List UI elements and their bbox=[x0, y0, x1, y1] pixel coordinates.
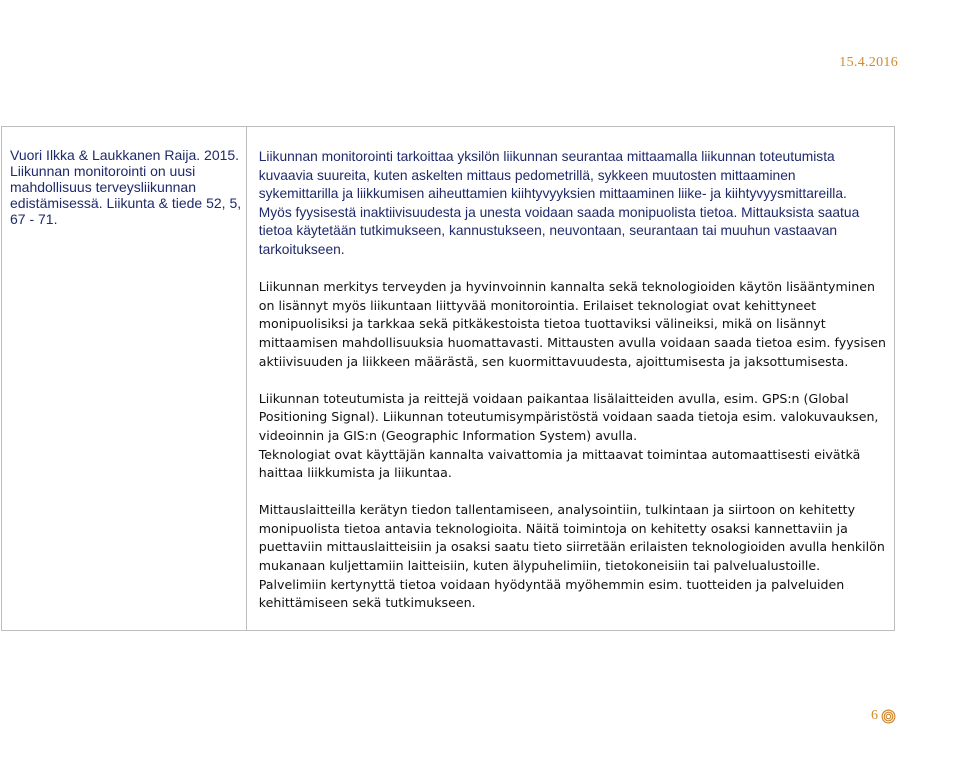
spiral-icon bbox=[881, 709, 896, 724]
paragraph-line: haittaa liikkumista ja liikuntaa. bbox=[258, 465, 452, 481]
summary-paragraph bbox=[259, 501, 886, 613]
paragraph-line: tarkoitukseen. bbox=[258, 241, 345, 257]
summary-paragraph bbox=[259, 278, 886, 371]
paragraph-line: monipuolista tietoa antavia teknologioita. Näitä toimintoja on kehitetty osaksi kannettaviin ja bbox=[258, 520, 848, 536]
page-number bbox=[871, 708, 896, 724]
paragraph-line: aktiivisuuden ja liikkeen määrästä, sen kuormittavuudesta, ajoittumisesta ja jaksottumisesta. bbox=[258, 353, 849, 369]
paragraph-line: Liikunnan toteutumista ja reittejä voidaan paikantaa lisälaitteiden avulla, esim. GPS:n (Global bbox=[258, 390, 849, 406]
summary-paragraph bbox=[259, 148, 886, 260]
paragraph-line: Myös fyysisestä inaktiivisuudesta ja unesta voidaan saada monipuolista tietoa. Mittauksista saatua bbox=[258, 204, 860, 220]
paragraph-line: videoinnin ja GIS:n (Geographic Information System) avulla. bbox=[258, 427, 638, 443]
reference-line: 67 - 71. bbox=[10, 211, 58, 227]
paragraph-line: sykemittarilla ja liikkumisen aiheuttamien kiihtyvyyksien mittaaminen liike- ja kiihtyvyysmittareilla. bbox=[258, 186, 847, 202]
paragraph-line: kuvaavia suureita, kuten askelten mittaus pedometrillä, sykkeen muutosten mittaaminen bbox=[258, 167, 796, 183]
paragraph-line: kehittämiseen sekä tutkimukseen. bbox=[258, 595, 476, 611]
paragraph-line: on lisännyt myös liikuntaan liittyvää monitorointia. Erilaiset teknologiat ovat kehittyneet bbox=[258, 297, 817, 313]
page-date: 15.4.2016 bbox=[839, 55, 898, 70]
paragraph-line: Mittauslaitteilla kerätyn tiedon tallentamiseen, analysointiin, tulkintaan ja siirtoon on kehitetty bbox=[258, 502, 856, 518]
reference-line: edistämisessä. Liikunta & tiede 52, 5, bbox=[10, 195, 242, 211]
paragraph-line: mukanaan kuljettamiin laitteisiin, kuten älypuhelimiin, tietokoneisiin tai palvelualustoille. bbox=[258, 558, 821, 574]
paragraph-line: mittaamisen mahdollisuuksia huomattavasti. Mittausten avulla voidaan saada tietoa esim. fyysisen bbox=[258, 334, 886, 350]
reference-line: Vuori Ilkka & Laukkanen Raija. 2015. bbox=[10, 147, 240, 163]
reference-line: Liikunnan monitorointi on uusi bbox=[10, 163, 196, 179]
paragraph-line: tietoa käytetään tutkimukseen, kannustukseen, neuvontaan, seurantaan tai muuhun vastaavan bbox=[258, 223, 838, 239]
reference-line: mahdollisuus terveysliikunnan bbox=[10, 179, 196, 195]
page-number-label: 6 bbox=[871, 708, 878, 723]
summary-paragraph bbox=[259, 390, 886, 483]
paragraph-line: Liikunnan monitorointi tarkoittaa yksilön liikunnan seurantaa mittaamalla liikunnan toteutumista bbox=[258, 149, 835, 164]
content-table bbox=[1, 126, 895, 631]
paragraph-line: Liikunnan merkitys terveyden ja hyvinvoinnin kannalta sekä teknologioiden käytön lisääntyminen bbox=[258, 279, 875, 295]
paragraph-line: Teknologiat ovat käyttäjän kannalta vaivattomia ja mittaavat toimintaa automaattisesti eivätkä bbox=[258, 446, 861, 462]
summary-cell bbox=[247, 127, 894, 630]
paragraph-line: puettaviin mittauslaitteisiin ja osaksi saatu tieto siirretään erilaisten teknologioiden avulla henkilön bbox=[258, 539, 885, 555]
paragraph-line: Palvelimiin kertynyttä tietoa voidaan hyödyntää myöhemmin esim. tuotteiden ja palveluiden bbox=[258, 576, 845, 592]
paragraph-line: monipuolisiksi ja tarkkaa sekä pitkäkestoista tietoa tuottaviksi välineiksi, mikä on lisännyt bbox=[258, 316, 826, 332]
reference-cell bbox=[2, 127, 247, 630]
paragraph-line: Positioning Signal). Liikunnan toteutumisympäristöstä voidaan saada tietoja esim. valokuvauksen, bbox=[258, 409, 879, 425]
